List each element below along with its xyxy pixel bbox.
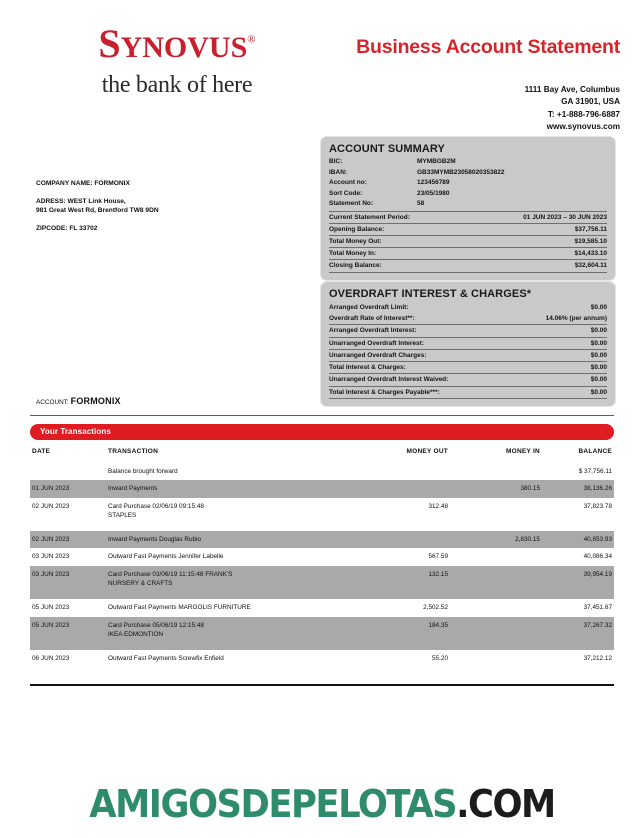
account-summary-ruled-rows <box>329 211 607 273</box>
cell-money-out: 2,502.52 <box>423 604 448 612</box>
overdraft-title: OVERDRAFT INTEREST & CHARGES* <box>329 288 532 300</box>
summary-row <box>329 247 607 258</box>
column-header-money-in: MONEY IN <box>505 448 540 455</box>
overdraft-row-label: Total Interest & Charges Payable***: <box>329 388 440 396</box>
table-row <box>30 650 614 667</box>
cell-balance: 37,212.12 <box>583 655 612 663</box>
cell-money-out: 312.48 <box>428 502 448 510</box>
cell-money-in: 380.15 <box>448 480 540 497</box>
summary-row-label: Statement No: <box>329 200 374 208</box>
summary-row-value: $37,756.11 <box>574 225 607 233</box>
cell-transaction-line-2: IKEA EDMONTION <box>108 630 164 638</box>
transactions-table <box>30 446 614 667</box>
column-header-transaction: TRANSACTION <box>108 448 159 455</box>
cell-date <box>30 463 108 480</box>
cell-date: 02 JUN 2023 <box>30 531 108 548</box>
cell-date: 01 JUN 2023 <box>30 480 108 497</box>
cell-balance: 38,136.26 <box>540 480 614 497</box>
overdraft-row-label: Unarranged Overdraft Charges: <box>329 351 427 359</box>
overdraft-row <box>329 361 607 372</box>
column-header-money-out: MONEY OUT <box>406 448 448 455</box>
table-row <box>30 463 614 480</box>
cell-money-out: 55.20 <box>432 655 448 663</box>
cell-money-out: 184.35 <box>344 617 448 651</box>
cell-transaction <box>108 463 344 480</box>
overdraft-charges-panel <box>320 281 616 407</box>
table-header-row <box>30 446 614 463</box>
overdraft-row <box>329 337 607 348</box>
customer-zipcode: ZIPCODE: FL 33702 <box>36 224 98 232</box>
table-bottom-divider <box>30 684 614 686</box>
table-row <box>30 599 614 616</box>
cell-transaction-line-1: Outward Fast Payments Screwfix Enfield <box>108 655 224 663</box>
table-row <box>30 548 614 565</box>
bank-phone: T: +1-888-796-6887 <box>547 109 620 119</box>
cell-money-out <box>344 531 448 548</box>
overdraft-row-value: $0.00 <box>590 304 607 311</box>
transactions-table-head <box>30 446 614 463</box>
cell-date: 02 JUN 2023 <box>32 502 70 510</box>
summary-row-value: MYMBGB2M <box>417 158 456 165</box>
summary-row <box>329 199 607 210</box>
summary-row-value: 123456789 <box>417 179 450 187</box>
cell-money-in <box>448 599 540 616</box>
cell-date: 05 JUN 2023 <box>32 604 70 612</box>
cell-transaction <box>108 650 344 667</box>
overdraft-row-value: $0.00 <box>590 339 607 347</box>
overdraft-row-value: $0.00 <box>590 376 607 384</box>
summary-row-label: Sort Code: <box>329 189 363 197</box>
overdraft-row <box>329 324 607 335</box>
summary-row-label: Total Money Out: <box>329 238 382 246</box>
bank-logo-tagline: the bank of here <box>101 72 253 98</box>
summary-row-value: 23/05/1980 <box>417 189 450 197</box>
overdraft-plain-rows <box>329 302 607 323</box>
overdraft-ruled-rows <box>329 324 607 398</box>
summary-row <box>329 168 607 179</box>
summary-row <box>329 211 607 222</box>
summary-row-label: BIC: <box>329 158 343 165</box>
cell-date: 03 JUN 2023 <box>32 553 70 561</box>
overdraft-row <box>329 349 607 360</box>
column-header-balance: BALANCE <box>578 448 612 455</box>
summary-row <box>329 157 607 168</box>
bank-logo-wordmark <box>98 21 256 66</box>
overdraft-row-label: Arranged Overdraft Limit: <box>329 304 409 311</box>
summary-row-value: 01 JUN 2023 – 30 JUN 2023 <box>523 213 607 221</box>
overdraft-row <box>329 302 607 312</box>
logo-initial: S <box>98 21 121 66</box>
summary-row <box>329 189 607 200</box>
section-divider <box>30 415 614 416</box>
bank-address-line-2: GA 31901, USA <box>561 97 620 107</box>
spacer <box>36 189 159 198</box>
summary-row-value: $14,433.10 <box>574 250 607 258</box>
cell-money-out <box>344 480 448 497</box>
bank-logo <box>32 21 322 99</box>
summary-row-label: Closing Balance: <box>329 262 382 270</box>
customer-company-name: COMPANY NAME: FORMONIX <box>36 180 130 187</box>
cell-transaction-line-1: Card Purchase 03/06/19 11:15:48 FRANK'S <box>108 570 233 578</box>
customer-details-block <box>36 180 159 234</box>
cell-transaction <box>108 566 344 600</box>
cell-balance: 39,954.19 <box>540 566 614 600</box>
page-title: Business Account Statement <box>356 36 620 58</box>
account-summary-panel <box>320 136 616 281</box>
cell-transaction <box>108 480 344 497</box>
cell-transaction-line-1: Balance brought forward <box>108 468 178 475</box>
cell-money-out <box>344 463 448 480</box>
cell-transaction <box>108 617 344 651</box>
cell-transaction-line-1: Inward Payments Douglas Rubio <box>108 536 202 544</box>
table-row <box>30 480 614 497</box>
account-value: FORMONIX <box>70 396 121 406</box>
customer-address-line-1: ADRESS: WEST Link House, <box>36 197 126 205</box>
cell-balance: 40,086.34 <box>583 553 612 561</box>
cell-money-in <box>448 650 540 667</box>
cell-balance: 37,451.67 <box>583 604 612 612</box>
table-row <box>30 617 614 651</box>
spacer <box>36 216 159 225</box>
cell-balance: 40,653.93 <box>540 531 614 548</box>
transactions-table-body <box>30 463 614 667</box>
cell-balance: 37,267.32 <box>540 617 614 651</box>
summary-row-label: IBAN: <box>329 168 348 176</box>
cell-transaction-line-2: NURSERY & CRAFTS <box>108 579 173 587</box>
cell-transaction-line-1: Outward Fast Payments MARGOLIS FURNITURE <box>108 604 251 612</box>
watermark <box>23 782 622 826</box>
overdraft-row <box>329 313 607 323</box>
cell-money-in <box>448 617 540 651</box>
summary-row-value: GB33MYMB23058020353822 <box>417 168 505 176</box>
cell-transaction-line-2: STAPLES <box>108 511 137 519</box>
cell-transaction-line-1: Inward Payments <box>108 485 158 493</box>
cell-balance: $ 37,756.11 <box>578 468 612 475</box>
account-label: ACCOUNT: <box>36 399 69 406</box>
cell-money-out: 567.59 <box>428 553 448 561</box>
overdraft-row <box>329 386 607 399</box>
cell-money-in: 2,830.15 <box>448 531 540 548</box>
transactions-banner: Your Transactions <box>30 424 614 440</box>
cell-transaction <box>108 498 344 532</box>
watermark-tld: .COM <box>456 782 555 826</box>
summary-row <box>329 223 607 234</box>
summary-row <box>329 178 607 189</box>
overdraft-row-label: Unarranged Overdraft Interest Waived: <box>329 376 449 384</box>
cell-money-out: 132.15 <box>344 566 448 600</box>
cell-transaction-line-1: Card Purchase 05/06/19 12:15:48 <box>108 621 204 629</box>
cell-transaction <box>108 548 344 565</box>
bank-address-line-1: 1111 Bay Ave, Columbus <box>524 85 620 94</box>
summary-row-label: Account no: <box>329 179 367 187</box>
cell-date: 05 JUN 2023 <box>30 617 108 651</box>
overdraft-row <box>329 373 607 384</box>
overdraft-row-value: $0.00 <box>590 327 607 335</box>
summary-row-value: 58 <box>417 200 425 208</box>
overdraft-row-value: $0.00 <box>590 364 607 372</box>
cell-date: 06 JUN 2023 <box>32 655 70 663</box>
account-summary-plain-rows <box>329 157 607 210</box>
cell-transaction <box>108 599 344 616</box>
account-summary-title: ACCOUNT SUMMARY <box>329 143 445 155</box>
overdraft-row-label: Overdraft Rate of Interest**: <box>329 315 415 323</box>
cell-transaction-line-1: Card Purchase 02/06/19 09:15:48 <box>108 502 204 510</box>
account-name-line <box>36 396 121 406</box>
summary-row-label: Current Statement Period: <box>329 213 410 221</box>
registered-trademark-icon: ® <box>247 33 256 46</box>
overdraft-row-value: $0.00 <box>590 388 607 396</box>
summary-row-value: $32,604.11 <box>574 262 607 270</box>
table-row <box>30 531 614 548</box>
logo-remainder: YNOVUS <box>120 31 248 64</box>
table-row <box>30 498 614 532</box>
cell-money-in <box>448 463 540 480</box>
customer-address-line-2: 981 Great West Rd, Brentford TW8 9DN <box>36 206 159 214</box>
cell-money-in <box>448 548 540 565</box>
summary-row <box>329 235 607 246</box>
cell-balance: 37,823.78 <box>583 502 612 510</box>
cell-money-in <box>448 566 540 600</box>
overdraft-row-value: $0.00 <box>590 351 607 359</box>
summary-row-label: Total Money In: <box>329 250 377 258</box>
overdraft-row-label: Unarranged Overdraft Interest: <box>329 339 424 347</box>
bank-address-block <box>525 84 620 134</box>
overdraft-row-label: Arranged Overdraft Interest: <box>329 327 417 335</box>
summary-row-value: $19,585.10 <box>574 238 607 246</box>
overdraft-row-label: Total Interest & Charges: <box>329 364 406 372</box>
statement-header <box>0 0 644 130</box>
overdraft-row-value: 14.06% (per annum) <box>545 315 607 323</box>
cell-date: 03 JUN 2023 <box>30 566 108 600</box>
table-row <box>30 566 614 600</box>
summary-row-label: Opening Balance: <box>329 225 385 233</box>
column-header-date: DATE <box>32 448 51 455</box>
summary-row <box>329 259 607 272</box>
cell-transaction-line-1: Outward Fast Payments Jennifer Labelle <box>108 553 224 561</box>
cell-money-in <box>448 498 540 532</box>
cell-transaction <box>108 531 344 548</box>
watermark-name: AMIGOSDEPELOTAS <box>89 782 457 826</box>
bank-website: www.synovus.com <box>546 122 620 132</box>
